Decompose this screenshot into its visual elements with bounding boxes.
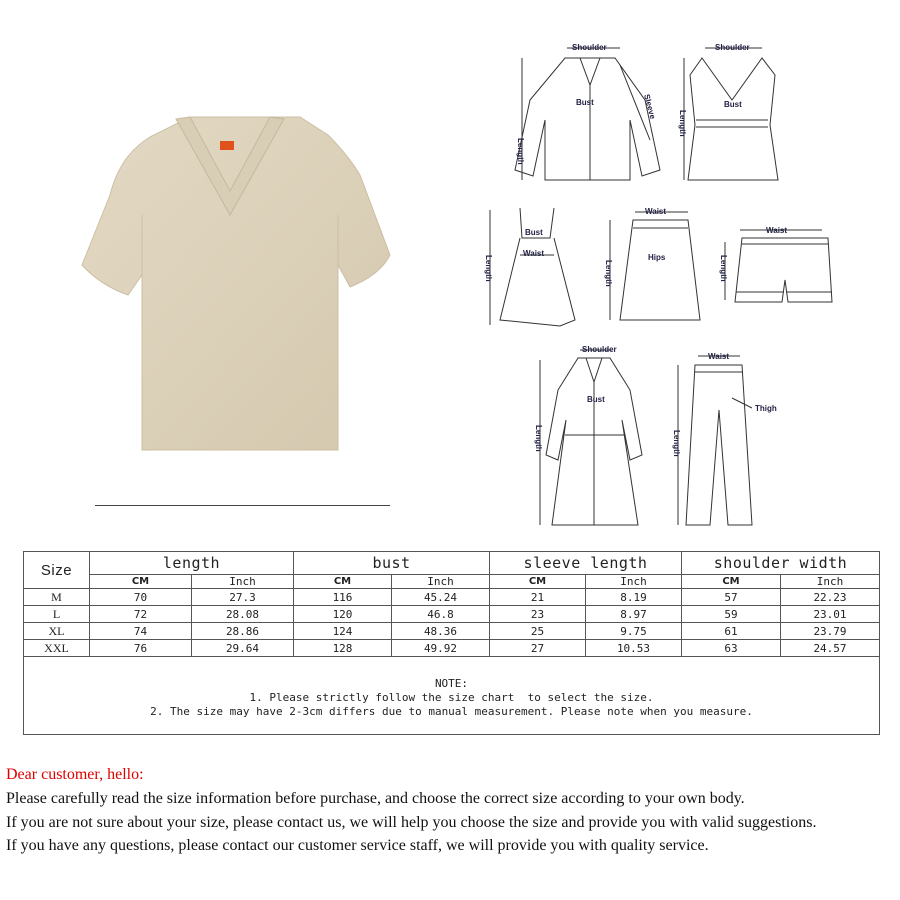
note-line-1: 1. Please strictly follow the size chart to select the size.: [249, 691, 654, 704]
size-cell: XL: [24, 623, 90, 640]
table-row: [24, 640, 880, 657]
skirt-length-label: Length: [604, 260, 613, 287]
dress-waist-label: Waist: [523, 249, 545, 258]
pants-thigh-label: Thigh: [755, 404, 777, 413]
skirt-waist-label: Waist: [645, 207, 667, 216]
pants-length-label: Length: [672, 430, 681, 457]
shirt-diagram: [515, 48, 660, 180]
beige-tshirt-image: [80, 115, 395, 455]
dress-diagram: [490, 208, 575, 326]
table-cell: 23.79: [781, 623, 880, 640]
table-cell: 28.08: [192, 606, 294, 623]
size-cell: L: [24, 606, 90, 623]
coat-length-label: Length: [534, 425, 543, 452]
message-line-3: If you have any questions, please contact our customer service staff, we will provide you with quality service.: [6, 837, 709, 854]
pants-diagram: [678, 356, 752, 525]
table-cell: 23: [490, 606, 586, 623]
table-cell: 27.3: [192, 589, 294, 606]
note-cell: [24, 657, 880, 735]
pants-waist-label: Waist: [708, 352, 730, 361]
unit-cm-header: CM: [294, 575, 392, 589]
vest-length-label: Length: [678, 110, 687, 137]
table-cell: 24.57: [781, 640, 880, 657]
table-cell: 49.92: [392, 640, 490, 657]
table-cell: 116: [294, 589, 392, 606]
table-cell: 23.01: [781, 606, 880, 623]
table-cell: 59: [682, 606, 781, 623]
unit-inch-header: Inch: [781, 575, 880, 589]
divider-line: [95, 505, 390, 506]
table-row: [24, 589, 880, 606]
size-cell: M: [24, 589, 90, 606]
garment-diagrams: [470, 30, 880, 540]
unit-cm-header: CM: [490, 575, 586, 589]
greeting-text: Dear customer, hello:: [6, 766, 144, 783]
table-cell: 22.23: [781, 589, 880, 606]
table-cell: 25: [490, 623, 586, 640]
skirt-diagram: [610, 212, 700, 320]
unit-inch-header: Inch: [392, 575, 490, 589]
table-row: [24, 606, 880, 623]
shorts-diagram: [725, 230, 832, 302]
unit-cm-header: CM: [682, 575, 781, 589]
coat-diagram: [540, 350, 642, 525]
table-cell: 27: [490, 640, 586, 657]
coat-shoulder-label: Shoulder: [582, 345, 617, 354]
table-cell: 128: [294, 640, 392, 657]
table-cell: 9.75: [586, 623, 682, 640]
product-photo: [80, 115, 395, 455]
vest-shoulder-label: Shoulder: [715, 43, 750, 52]
shirt-sleeve-label: Sleeve: [642, 93, 658, 121]
coat-bust-label: Bust: [587, 395, 605, 404]
unit-inch-header: Inch: [192, 575, 294, 589]
table-cell: 29.64: [192, 640, 294, 657]
message-line-1: Please carefully read the size information before purchase, and choose the correct size according to your own body.: [6, 790, 745, 807]
message-line-2: If you are not sure about your size, please contact us, we will help you choose the size and provide you with valid suggestions.: [6, 814, 817, 831]
table-cell: 61: [682, 623, 781, 640]
table-cell: 48.36: [392, 623, 490, 640]
size-cell: XXL: [24, 640, 90, 657]
table-cell: 10.53: [586, 640, 682, 657]
length-group-header: length: [90, 552, 294, 575]
shorts-length-label: Length: [719, 255, 728, 282]
shirt-bust-label: Bust: [576, 98, 594, 107]
table-cell: 45.24: [392, 589, 490, 606]
table-cell: 63: [682, 640, 781, 657]
vest-bust-label: Bust: [724, 100, 742, 109]
table-cell: 46.8: [392, 606, 490, 623]
dress-bust-label: Bust: [525, 228, 543, 237]
table-cell: 74: [90, 623, 192, 640]
note-line-2: 2. The size may have 2-3cm differs due to manual measurement. Please note when you measure.: [150, 705, 753, 718]
sleeve-length-group-header: sleeve length: [490, 552, 682, 575]
table-cell: 8.19: [586, 589, 682, 606]
skirt-hips-label: Hips: [648, 253, 666, 262]
brand-tag: [220, 141, 234, 150]
note-row: [24, 657, 880, 735]
table-cell: 72: [90, 606, 192, 623]
size-column-header: Size: [24, 552, 90, 589]
table-cell: 21: [490, 589, 586, 606]
table-cell: 57: [682, 589, 781, 606]
table-cell: 124: [294, 623, 392, 640]
table-cell: 28.86: [192, 623, 294, 640]
vest-diagram: [684, 48, 778, 180]
size-chart-table: [23, 551, 880, 735]
table-cell: 70: [90, 589, 192, 606]
table-cell: 76: [90, 640, 192, 657]
unit-cm-header: CM: [90, 575, 192, 589]
shirt-shoulder-label: Shoulder: [572, 43, 607, 52]
unit-inch-header: Inch: [586, 575, 682, 589]
note-title: NOTE:: [434, 677, 469, 690]
table-cell: 8.97: [586, 606, 682, 623]
shorts-waist-label: Waist: [766, 226, 788, 235]
dress-length-label: Length: [484, 255, 493, 282]
shirt-length-label: Length: [516, 138, 525, 165]
table-row: [24, 623, 880, 640]
shoulder-width-group-header: shoulder width: [682, 552, 880, 575]
table-cell: 120: [294, 606, 392, 623]
bust-group-header: bust: [294, 552, 490, 575]
